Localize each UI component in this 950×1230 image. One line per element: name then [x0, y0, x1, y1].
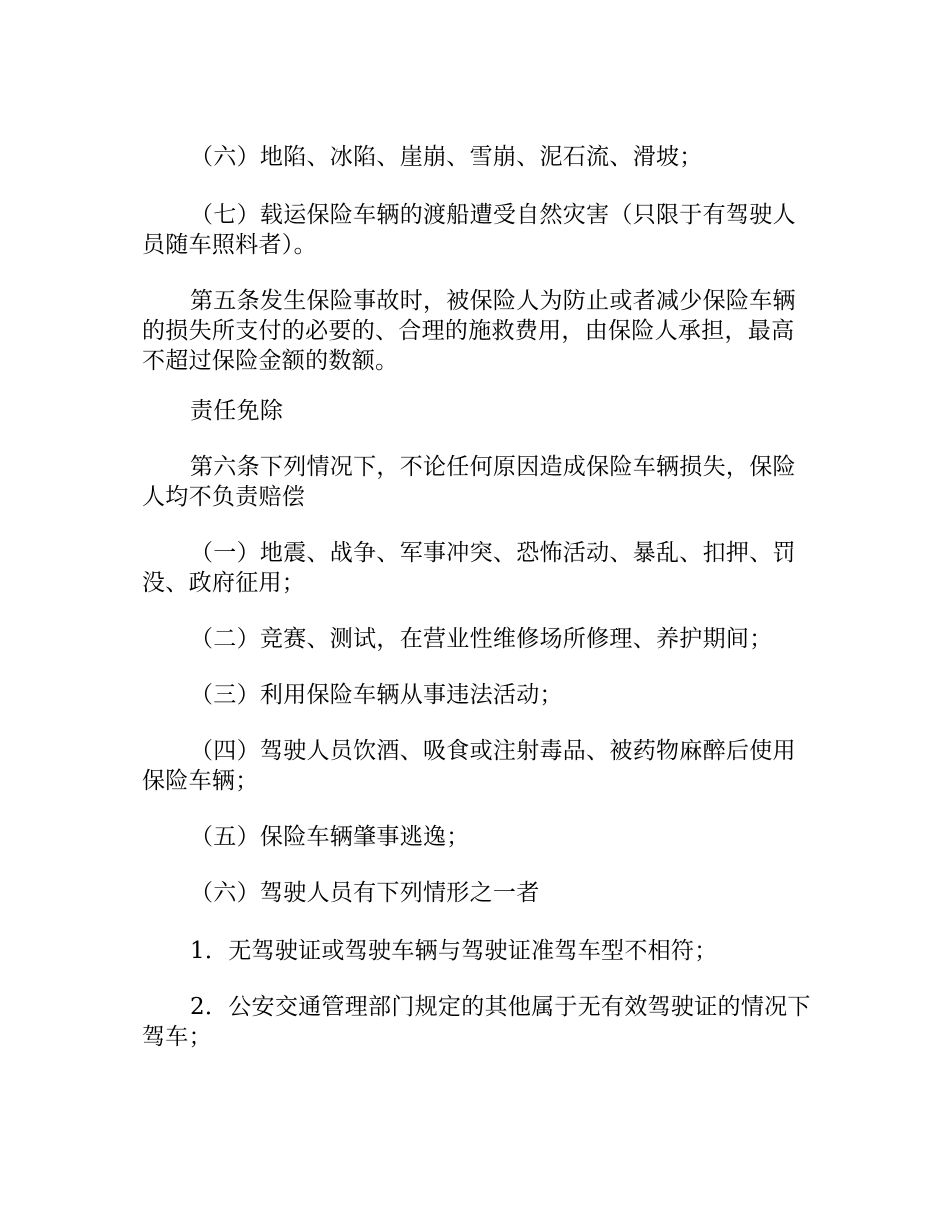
paragraph-item-3: （三）利用保险车辆从事违法活动；: [190, 682, 563, 708]
paragraph-item-4: （四）驾驶人员饮酒、吸食或注射毒品、被药物麻醉后使用保险车辆；: [142, 738, 796, 794]
paragraph-clause-7-ferry: （七）载运保险车辆的渡船遭受自然灾害（只限于有驾驶人员随车照料者）。: [142, 202, 796, 258]
paragraph-item-6: （六）驾驶人员有下列情形之一者: [190, 880, 540, 906]
paragraph-item-2: （二）竞赛、测试，在营业性维修场所修理、养护期间；: [190, 626, 773, 652]
paragraph-article-5: 第五条发生保险事故时，被保险人为防止或者减少保险车辆的损失所支付的必要的、合理的施救费用，由保险人承担，最高不超过保险金额的数额。: [142, 288, 796, 374]
paragraph-item-1: （一）地震、战争、军事冲突、恐怖活动、暴乱、扣押、罚没、政府征用；: [142, 540, 796, 596]
paragraph-subitem-1: 1．无驾驶证或驾驶车辆与驾驶证准驾车型不相符；: [190, 938, 718, 964]
paragraph-article-6: 第六条下列情况下，不论任何原因造成保险车辆损失，保险人均不负责赔偿: [142, 454, 796, 510]
section-heading-exemptions: 责任免除: [190, 398, 284, 424]
paragraph-item-5: （五）保险车辆肇事逃逸；: [190, 824, 470, 850]
paragraph-clause-6-landslide: （六）地陷、冰陷、崖崩、雪崩、泥石流、滑坡；: [190, 144, 703, 170]
paragraph-subitem-2: 2．公安交通管理部门规定的其他属于无有效驾驶证的情况下驾车；: [142, 994, 811, 1050]
